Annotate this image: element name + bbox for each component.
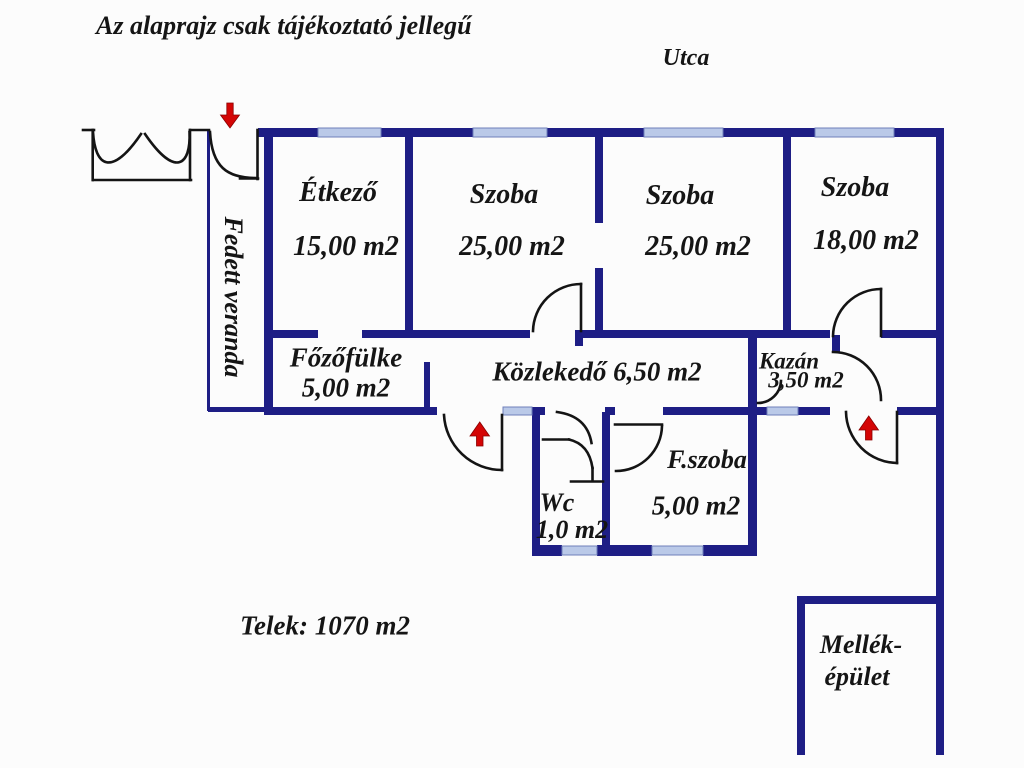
room-area-szoba3: 18,00 m2 [813,225,919,256]
room-label-wc: Wc [539,488,575,517]
room-label-szoba2: Szoba [645,180,715,211]
disclaimer-text: Az alaprajz csak tájékoztató jellegű [96,11,472,40]
room-area-fozofulke: 5,00 m2 [301,372,391,403]
room-label-etkezo: Étkező [299,177,377,208]
plot-size-label: Telek: 1070 m2 [240,610,410,641]
room-label-szoba1: Szoba [469,179,539,210]
room-area-fszoba: 5,00 m2 [651,490,741,521]
room-area-szoba2: 25,00 m2 [645,231,751,262]
room-area-szoba1: 25,00 m2 [459,231,565,262]
street-label: Utca [662,45,710,71]
room-label-fszoba: F.szoba [667,445,747,474]
outbuilding-label-line1: Mellék- [819,630,903,659]
red-arrow-up-icon [470,422,490,446]
corridor-label: Közlekedő 6,50 m2 [492,356,702,387]
veranda-label: Fedett veranda [219,216,248,378]
room-area-etkezo: 15,00 m2 [293,231,399,262]
room-area-kazan: 3,50 m2 [768,367,844,393]
outbuilding-label-line2: épület [824,662,890,691]
room-label-kazan: Kazán [758,348,820,374]
veranda-arches [83,130,258,180]
room-label-szoba3: Szoba [820,172,890,203]
room-area-wc: 1,0 m2 [535,515,609,544]
red-arrow-up-icon [859,416,879,440]
room-label-fozofulke: Főzőfülke [289,342,403,373]
red-arrow-down-icon [221,103,240,128]
